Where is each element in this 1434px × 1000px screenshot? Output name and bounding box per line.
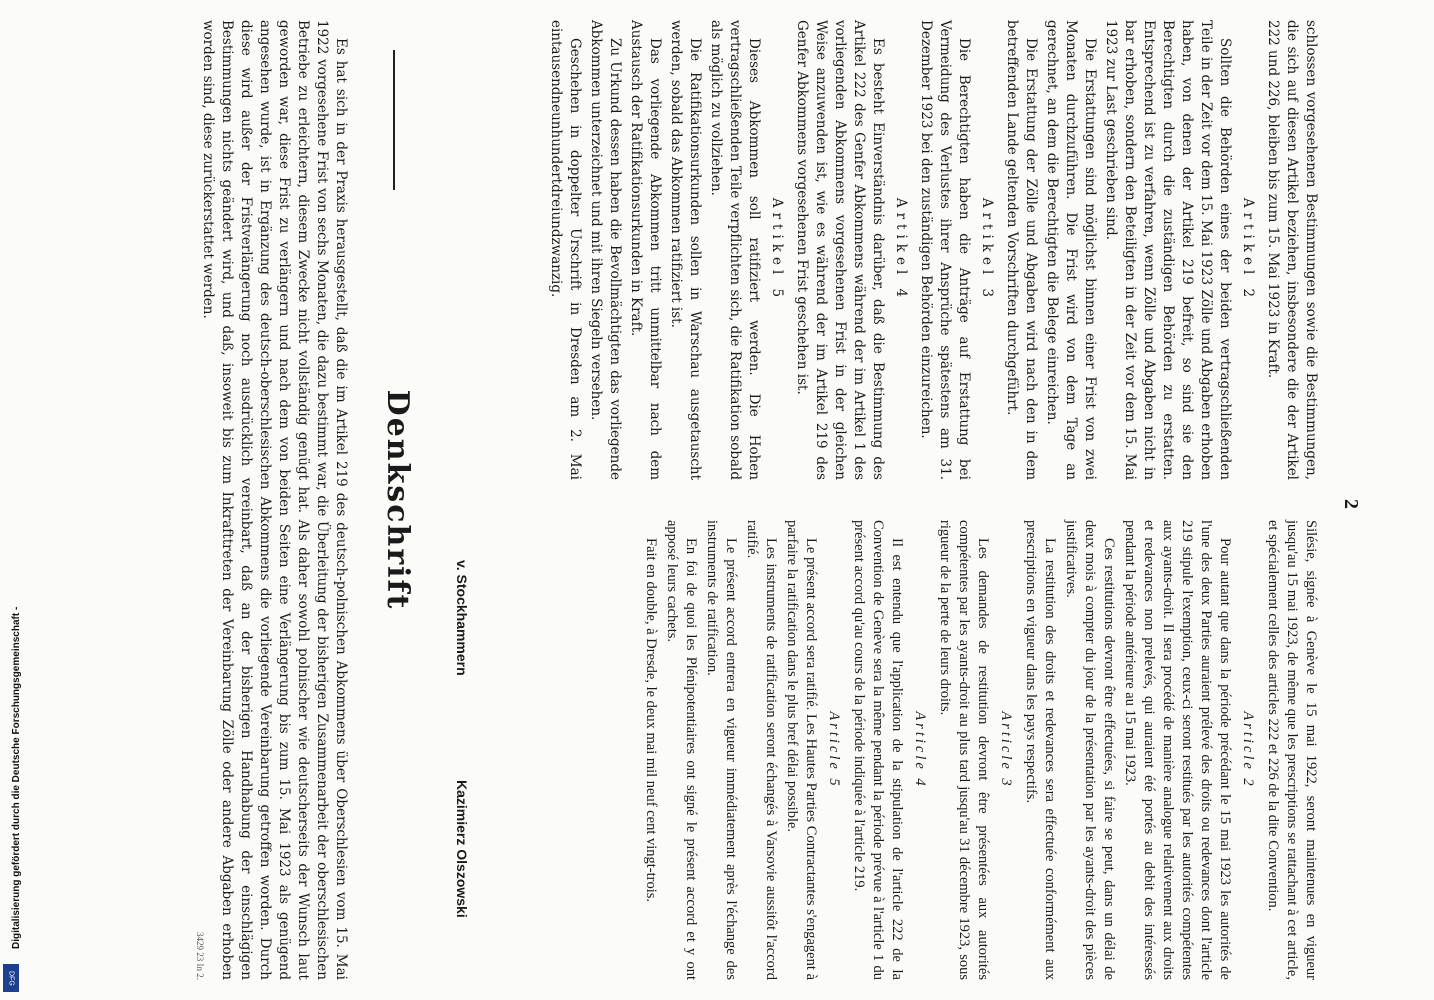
de-article-5-paragraph-1: Dieses Abkommen soll ratifiziert werden. Die Hohen vertragschließenden Teile verpflichten sich, die Ratifikation sobald als möglich zu vollziehen. — [708, 20, 762, 480]
signature-olszowski: Kazimierz Olszowski — [454, 780, 470, 918]
fr-article-5-paragraph-1: Le présent accord sera ratifié. Les Hautes Parties Contractantes s'engagent à parfaire la ratification dans le plus bref délai possible. — [784, 520, 819, 980]
de-article-4-paragraph-1: Es besteht Einverständnis darüber, daß die Bestimmung des Artikel 222 des Genfer Abkommens während der im Artikel 1 des vorliegenden Abkommens vorgesehenen Frist in der gleichen Weise anzuwenden ist, wie es während der im Artikel 219 des Genfer Abkommens vorgesehenen Frist geschehen ist. — [794, 20, 886, 480]
digitization-credit-strip — [0, 0, 22, 1000]
de-article-5-paragraph-2: Die Ratifikationsurkunden sollen in Warschau ausgetauscht werden, sobald das Abkommen ratifiziert ist. — [668, 20, 703, 480]
de-article-2-paragraph-1: Sollten die Behörden eines der beiden vertragschließenden Teile in der Zeit vor dem 15. Mai 1923 Zölle und Abgaben erhoben haben, von denen der Artikel 219 befreit, so sind sie den Berechtigten durch die zuständigen Behörden zu erstatten. Entsprechend ist zu verfahren, wenn Zölle und Abgaben nicht in bar erhoben, sondern den Beteiligten in der Zeit vor dem 15. Mai 1923 zur Last geschrieben sind. — [1103, 20, 1233, 480]
de-witness-clause: Zu Urkund dessen haben die Bevollmächtigten das vorliegende Abkommen unterzeichnet und mit ihren Siegeln versehen. — [588, 20, 623, 480]
memorandum-body — [198, 20, 350, 980]
fr-article-3-heading: Article 3 — [998, 711, 1014, 789]
de-done-clause: Geschehen in doppelter Urschrift in Dresden am 2. Mai eintausendneunhundertdreiundzwanzig. — [548, 20, 583, 480]
memorandum-title: Denkschrift — [380, 389, 415, 611]
signature-stockhammern: v. Stockhammern — [454, 560, 470, 676]
de-article-2-paragraph-3: Die Erstattung der Zölle und Abgaben wird nach den in dem betreffenden Lande geltenden Vorschriften durchgeführt. — [1004, 20, 1039, 480]
footer-code: 3429 23 In 2. — [195, 932, 205, 980]
de-intro: schlossen vorgesehenen Bestimmungen sowie die Bestimmungen, die sich auf diesen Artikel beziehen, insbesondere die der Artikel 222 und 226, bleiben bis zum 15. Mai 1923 in Kraft. — [1265, 20, 1319, 480]
fr-article-2-paragraph-1: Pour autant que dans la période précédant le 15 mai 1923 les autorités de l'une des deux Parties auraient prélevé des droits ou redevances dont l'article 219 stipule l'exemption, ceux-ci seront restitués par les autorités compétentes aux ayants-droit. Il sera procédé de manière analogue relativement aux droits et redevances non prelevés, qui auraient été portés au debit des intéressés pendant la période antérieure au 15 mai 1923. — [1122, 520, 1233, 980]
de-article-2-paragraph-2: Die Erstattungen sind möglichst binnen einer Frist von zwei Monaten durchzuführen. Die Frist wird von dem Tage an gerechnet, an dem die Berechtigten die Belege einreichen. — [1044, 20, 1098, 480]
german-column — [544, 20, 1320, 480]
rotated-document-page — [100, 0, 1380, 1000]
fr-article-5-paragraph-2: Les instruments de ratification seront échangés à Varsovie aussitôt l'accord ratifié. — [744, 520, 779, 980]
dfg-logo: DFG — [3, 964, 19, 992]
de-article-2-heading: Artikel 2 — [1240, 197, 1256, 303]
french-column — [639, 520, 1320, 980]
page-number: 2 — [1340, 499, 1362, 509]
de-article-5-paragraph-3: Das vorliegende Abkommen tritt unmittelbar nach dem Austausch der Ratifikationsurkunden in Kraft. — [628, 20, 663, 480]
memorandum-paragraph: Es hat sich in der Praxis herausgestellt, daß die im Artikel 219 des deutsch-polnischen Abkommens über Oberschlesien vom 15. Mai 1922 vorgesehene Frist von sechs Monaten, die dazu bestimmt war, die Überleitung der bisherigen Zusammenarbeit der oberschlesischen Betriebe zu erleichtern, diesem Zwecke nicht vollständig genügt hat. Als daher sowohl polnischer wie deutscherseits der Wunsch laut geworden war, diese Frist zu verlängern und nach dem von beiden Seiten eine Verlängerung bis zum 15. Mai 1923 als genügend angesehen wurde, ist in Ergänzung des deutsch-oberschlesischen Abkommens die vorliegende Vereinbarung getroffen worden. Durch diese wird außer der Fristverlängerung noch ausdrücklich vereinbart, daß an der bisherigen Handhabung der einschlägigen Bestimmungen nichts geändert wird, und daß, insoweit bis zum Inkrafttreten der Vereinbarung Zölle oder andere Abgaben erhoben worden sind, diese zurückerstattet werden. — [200, 20, 349, 980]
digitization-credit-text: Digitalisierung gefördert durch die Deutsche Forschungsgemeinschaft - — [11, 606, 22, 949]
fr-intro: Silésie, signée à Genève le 15 mai 1922, seront maintenues en vigueur jusqu'au 15 mai 1923, de même que les prescriptions se rattachant à cet article, et spécialement celles des articles 222 et 226 de la dite Convention. — [1265, 520, 1319, 980]
fr-article-2-paragraph-2: Ces restitutions devront être effectuées, si faire se peut, dans un délai de deux mois à compter du jour de la présentation par les ayants-droit des pièces justificatives. — [1063, 520, 1117, 980]
fr-article-2-paragraph-3: La restitution des droits et redevances sera effectuée conformément aux prescriptions en vigueur dans les pays respectifs. — [1023, 520, 1058, 980]
de-article-3-heading: Artikel 3 — [979, 197, 995, 303]
fr-article-5-paragraph-3: Le présent accord entrera en vigueur immédiatement après l'échange des instruments de ratification. — [704, 520, 739, 980]
fr-article-4-heading: Article 4 — [912, 711, 928, 789]
fr-article-4-paragraph-1: Il est entendu que l'application de la stipulation de l'article 222 de la Convention de Genève sera la même pendant la période prévue à l'article 1 du présent accord qu'au cours de la période indiquée à l'article 219. — [851, 520, 905, 980]
fr-article-3-paragraph-1: Les demandes de restitution devront être présentées aux autorités compétentes par les ayants-droit au plus tard jusqu'au 31 décembre 1923, sous rigueur de la perte de leurs droits. — [937, 520, 991, 980]
fr-witness-clause: En foi de quoi les Plénipotentiaires ont signé le présent accord et y ont apposé leurs cachets. — [664, 520, 699, 980]
fr-article-5-heading: Article 5 — [826, 711, 842, 789]
de-article-4-heading: Artikel 4 — [893, 197, 909, 303]
fr-article-2-heading: Article 2 — [1240, 711, 1256, 789]
separator-rule — [393, 50, 395, 190]
fr-done-clause: Fait en double, à Dresde, le deux mai mil neuf cent vingt-trois. — [643, 538, 659, 903]
de-article-5-heading: Artikel 5 — [769, 197, 785, 303]
de-article-3-paragraph-1: Die Berechtigten haben die Anträge auf Erstattung bei Vermeidung des Verlustes ihrer Ansprüche spätestens am 31. Dezember 1923 bei den zuständigen Behörden einzureichen. — [918, 20, 972, 480]
